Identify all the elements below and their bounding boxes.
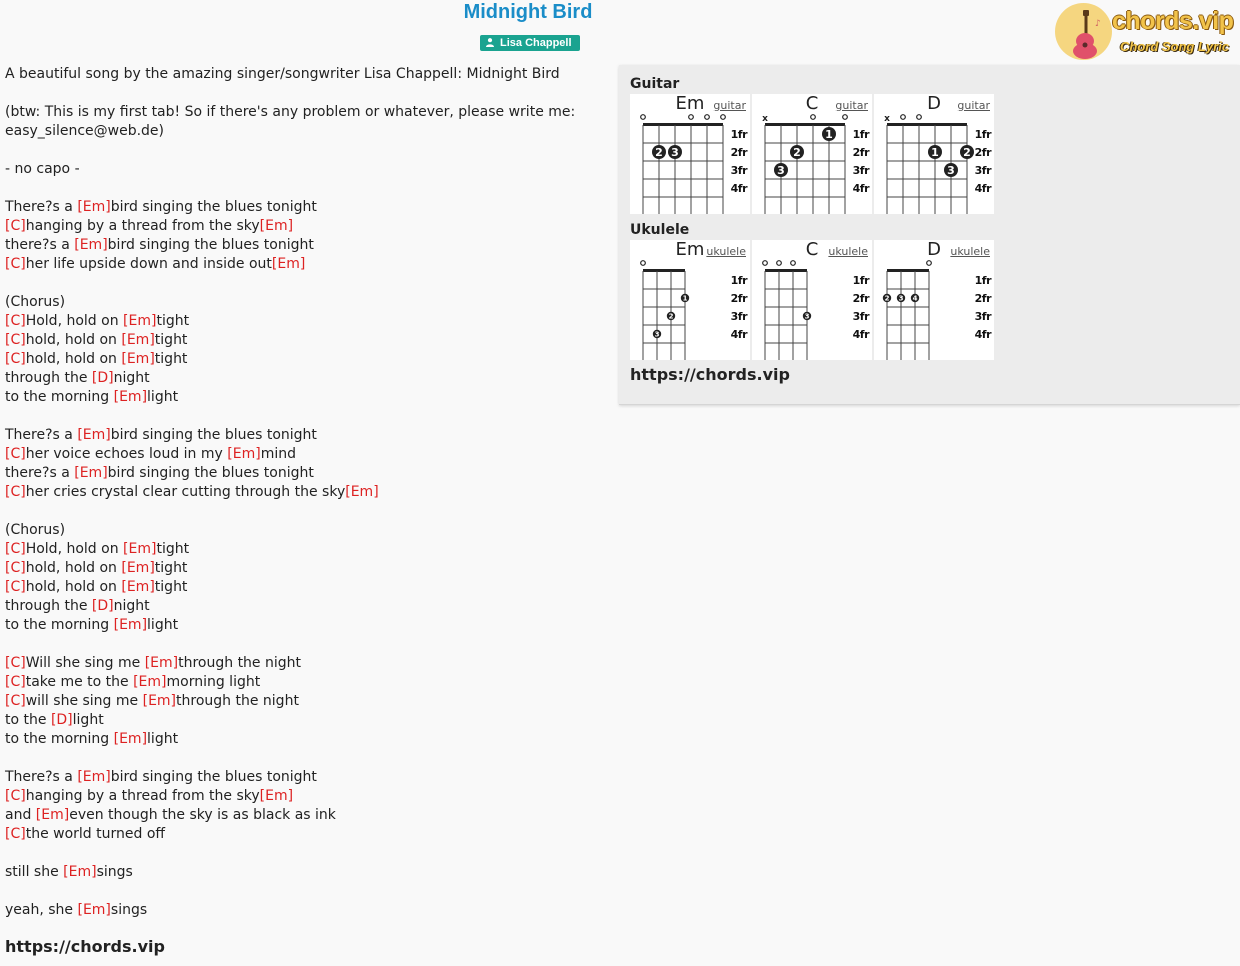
chord-marker[interactable]: [Em] <box>121 332 155 348</box>
nut <box>765 269 807 272</box>
open-string-marker <box>901 115 906 120</box>
lyric-line <box>5 407 605 426</box>
lyric-text: A beautiful song by the amazing singer/songwriter Lisa Chappell: Midnight Bird <box>5 66 560 82</box>
lyric-text: bird singing the blues tonight <box>107 237 314 253</box>
finger-number: 2 <box>655 146 663 159</box>
guitar-chord-card[interactable] <box>630 94 750 214</box>
panel-url[interactable]: https://chords.vip <box>630 365 790 384</box>
finger-number: 3 <box>654 330 660 339</box>
lyric-line <box>5 84 605 103</box>
chord-marker[interactable]: [C] <box>5 484 26 500</box>
lyric-line <box>5 483 605 502</box>
fret-label: 2fr <box>730 292 747 305</box>
chord-marker[interactable]: [Em] <box>271 256 306 272</box>
lyric-text: still she <box>5 864 64 880</box>
lyric-text: bird singing the blues tonight <box>110 769 317 785</box>
guitar-icon <box>1064 9 1104 59</box>
lyric-text: tight <box>154 351 188 367</box>
fret-label: 4fr <box>974 328 991 341</box>
lyric-text: tight <box>154 560 188 576</box>
lyric-line <box>5 578 605 597</box>
open-string-marker <box>763 261 768 266</box>
fret-label: 4fr <box>730 328 747 341</box>
chord-marker[interactable]: [Em] <box>345 484 379 500</box>
ukulele-label: Ukulele <box>630 222 690 238</box>
open-string-marker <box>641 261 646 266</box>
lyric-line <box>5 806 605 825</box>
lyric-text: mind <box>260 446 296 462</box>
user-icon <box>486 38 494 47</box>
logo-brand: chords.vip <box>1112 7 1234 35</box>
guitar-chord-card[interactable] <box>752 94 872 214</box>
lyric-text: hold, hold on <box>25 332 122 348</box>
open-string-marker <box>641 115 646 120</box>
lyric-line <box>5 730 605 749</box>
fret-label: 3fr <box>974 310 991 323</box>
lyric-line <box>5 426 605 445</box>
chord-name: C <box>805 239 819 260</box>
lyric-text: to the morning <box>5 617 114 633</box>
lyric-text: Hold, hold on <box>25 541 124 557</box>
chord-marker[interactable]: [Em] <box>259 788 294 804</box>
fret-label: 1fr <box>730 128 747 141</box>
lyric-text: (Chorus) <box>5 294 66 310</box>
lyric-text: through the <box>5 598 92 614</box>
lyric-line <box>5 255 605 274</box>
lyric-text: yeah, she <box>5 902 78 918</box>
nut <box>643 123 723 126</box>
chord-marker[interactable]: [C] <box>5 693 26 709</box>
chord-diagram <box>874 240 994 360</box>
chord-diagram <box>630 94 750 214</box>
chord-marker[interactable]: [C] <box>5 541 26 557</box>
finger-number: 2 <box>884 294 890 303</box>
finger-number: 4 <box>912 294 918 303</box>
chord-marker[interactable]: [Em] <box>77 769 111 785</box>
finger-number: 2 <box>963 146 971 159</box>
lyric-text: tight <box>156 313 190 329</box>
lyric-line <box>5 236 605 255</box>
fret-label: 2fr <box>974 292 991 305</box>
muted-string-marker: x <box>884 114 890 124</box>
lyric-line <box>5 103 605 122</box>
finger-number: 1 <box>825 128 833 141</box>
finger-number: 1 <box>931 146 939 159</box>
chord-name: D <box>927 239 941 260</box>
fret-label: 2fr <box>974 146 991 159</box>
lyric-text: (btw: This is my first tab! So if there's any problem or whatever, please write me: <box>5 104 576 120</box>
chord-marker[interactable]: [C] <box>5 332 26 348</box>
chord-marker[interactable]: [Em] <box>123 541 157 557</box>
lyric-text: sings <box>96 864 133 880</box>
artist-name: Lisa Chappell <box>500 37 572 49</box>
lyric-line <box>5 654 605 673</box>
lyric-text: tight <box>154 579 188 595</box>
lyric-line <box>5 274 605 293</box>
chord-diagram <box>874 94 994 214</box>
instrument-link[interactable]: ukulele <box>706 245 746 258</box>
chord-marker[interactable]: [Em] <box>121 579 155 595</box>
chord-marker[interactable]: [Em] <box>121 351 155 367</box>
instrument-link[interactable]: guitar <box>835 99 868 112</box>
fret-label: 4fr <box>730 182 747 195</box>
lyric-text: tight <box>156 541 190 557</box>
open-string-marker <box>927 261 932 266</box>
instrument-link[interactable]: guitar <box>713 99 746 112</box>
chord-diagram <box>630 240 750 360</box>
instrument-link[interactable]: ukulele <box>828 245 868 258</box>
lyric-line <box>5 825 605 844</box>
lyric-text: hanging by a thread from the sky <box>25 788 260 804</box>
lyric-line <box>5 388 605 407</box>
lyric-line <box>5 464 605 483</box>
lyric-text: sings <box>110 902 148 918</box>
fret-label: 2fr <box>852 146 869 159</box>
lyric-line <box>5 521 605 540</box>
lyric-text: to the <box>5 712 51 728</box>
lyric-line <box>5 863 605 882</box>
open-string-marker <box>721 115 726 120</box>
chord-marker[interactable]: [C] <box>5 256 26 272</box>
chord-marker[interactable]: [C] <box>5 218 26 234</box>
lyric-text: bird singing the blues tonight <box>110 427 317 443</box>
chord-marker[interactable]: [C] <box>5 788 26 804</box>
lyric-text: to the morning <box>5 731 114 747</box>
lyric-text: There?s a <box>5 769 78 785</box>
lyric-text: through the night <box>178 655 302 671</box>
logo-tagline: Chord Song Lyric <box>1120 39 1230 54</box>
lyric-text: - no capo - <box>5 161 80 177</box>
fret-label: 4fr <box>974 182 991 195</box>
open-string-marker <box>843 115 848 120</box>
song-title[interactable]: Midnight Bird <box>463 1 593 23</box>
lyric-text: even though the sky is as black as ink <box>69 807 336 823</box>
lyric-line <box>5 350 605 369</box>
ukulele-chord-card[interactable] <box>752 240 872 360</box>
ukulele-chord-card[interactable] <box>630 240 750 360</box>
lyric-line <box>5 217 605 236</box>
lyric-text: (Chorus) <box>5 522 66 538</box>
lyric-text: night <box>113 598 150 614</box>
muted-string-marker: x <box>762 114 768 124</box>
fret-label: 3fr <box>974 164 991 177</box>
lyric-text: there?s a <box>5 237 75 253</box>
nut <box>643 269 685 272</box>
chord-marker[interactable]: [C] <box>5 579 26 595</box>
lyric-line <box>5 844 605 863</box>
open-string-marker <box>917 115 922 120</box>
chord-marker[interactable]: [Em] <box>113 731 148 747</box>
open-string-marker <box>705 115 710 120</box>
lyric-text: through the night <box>176 693 299 709</box>
lyric-line <box>5 369 605 388</box>
fret-label: 1fr <box>974 274 991 287</box>
lyric-text: hold, hold on <box>25 560 122 576</box>
chord-marker[interactable]: [Em] <box>77 902 111 918</box>
artist-badge[interactable] <box>480 35 580 51</box>
fret-label: 1fr <box>730 274 747 287</box>
fret-label: 1fr <box>852 128 869 141</box>
chord-marker[interactable]: [Em] <box>123 313 157 329</box>
finger-number: 3 <box>777 164 785 177</box>
lyric-line <box>5 711 605 730</box>
chord-marker[interactable]: [Em] <box>113 389 148 405</box>
guitar-label: Guitar <box>630 76 680 92</box>
open-string-marker <box>777 261 782 266</box>
lyric-text: the world turned off <box>25 826 166 842</box>
fret-label: 1fr <box>852 274 869 287</box>
lyric-text: tight <box>154 332 188 348</box>
nut <box>765 123 845 126</box>
lyric-text: hanging by a thread from the sky <box>25 218 260 234</box>
chord-marker[interactable]: [Em] <box>121 560 155 576</box>
fret-label: 2fr <box>852 292 869 305</box>
lyric-text: light <box>147 389 179 405</box>
chord-marker[interactable]: [Em] <box>113 617 148 633</box>
lyric-text: Hold, hold on <box>25 313 124 329</box>
lyric-text: her voice echoes loud in my <box>25 446 228 462</box>
lyric-text: Will she sing me <box>25 655 145 671</box>
fret-label: 4fr <box>852 182 869 195</box>
chord-marker[interactable]: [Em] <box>133 674 167 690</box>
lyric-line <box>5 768 605 787</box>
svg-text:♪: ♪ <box>1095 19 1101 29</box>
lyric-text: her life upside down and inside out <box>25 256 272 272</box>
chord-marker[interactable]: [C] <box>5 351 26 367</box>
chord-marker[interactable]: [Em] <box>259 218 294 234</box>
finger-number: 1 <box>682 294 688 303</box>
chord-marker[interactable]: [Em] <box>142 693 177 709</box>
lyric-line <box>5 597 605 616</box>
chord-marker[interactable]: [Em] <box>35 807 70 823</box>
lyric-line <box>5 293 605 312</box>
chord-marker[interactable]: [Em] <box>63 864 97 880</box>
lyric-line <box>5 749 605 768</box>
finger-number: 2 <box>793 146 801 159</box>
chord-panel <box>619 65 1240 405</box>
chord-marker[interactable]: [C] <box>5 446 26 462</box>
lyric-text: through the <box>5 370 92 386</box>
lyric-line <box>5 787 605 806</box>
fret-label: 4fr <box>852 328 869 341</box>
nut <box>887 123 967 126</box>
lyric-line <box>5 331 605 350</box>
lyric-line <box>5 160 605 179</box>
chord-name: Em <box>675 93 705 114</box>
lyric-line <box>5 65 605 84</box>
lyric-text: bird singing the blues tonight <box>107 465 314 481</box>
chord-name: C <box>805 93 819 114</box>
finger-number: 3 <box>671 146 679 159</box>
lyric-text: will she sing me <box>25 693 143 709</box>
lyric-line <box>5 198 605 217</box>
chord-marker[interactable]: [Em] <box>74 237 108 253</box>
lyric-text: light <box>72 712 104 728</box>
lyric-text: morning light <box>166 674 261 690</box>
site-logo[interactable] <box>1054 3 1234 63</box>
chord-diagram <box>752 240 872 360</box>
chord-marker[interactable]: [Em] <box>77 199 111 215</box>
lyric-text: take me to the <box>25 674 134 690</box>
guitar-chord-card[interactable] <box>874 94 994 214</box>
lyric-text: night <box>113 370 150 386</box>
chord-marker[interactable]: [D] <box>50 712 73 728</box>
lyric-line <box>5 616 605 635</box>
chord-marker[interactable]: [D] <box>91 370 114 386</box>
lyric-line <box>5 312 605 331</box>
lyric-text: There?s a <box>5 199 78 215</box>
lyric-text: light <box>147 617 179 633</box>
chord-marker[interactable]: [C] <box>5 655 26 671</box>
chord-diagram <box>752 94 872 214</box>
open-string-marker <box>689 115 694 120</box>
chord-marker[interactable]: [Em] <box>74 465 108 481</box>
lyric-line <box>5 540 605 559</box>
footer-url[interactable]: https://chords.vip <box>5 937 165 956</box>
instrument-link[interactable]: ukulele <box>950 245 990 258</box>
lyrics-body <box>5 65 605 920</box>
fret-label: 2fr <box>730 146 747 159</box>
lyric-text: to the morning <box>5 389 114 405</box>
fret-label: 3fr <box>730 164 747 177</box>
finger-number: 2 <box>668 312 674 321</box>
finger-number: 3 <box>804 312 810 321</box>
chord-name: Em <box>675 239 705 260</box>
lyric-text: There?s a <box>5 427 78 443</box>
lyric-text: her cries crystal clear cutting through the sky <box>25 484 346 500</box>
chord-marker[interactable]: [Em] <box>227 446 261 462</box>
lyric-text: bird singing the blues tonight <box>110 199 317 215</box>
fret-label: 3fr <box>852 310 869 323</box>
lyric-text: hold, hold on <box>25 351 122 367</box>
nut <box>887 269 929 272</box>
chord-marker[interactable]: [Em] <box>77 427 111 443</box>
fret-label: 3fr <box>852 164 869 177</box>
lyric-line <box>5 559 605 578</box>
chord-marker[interactable]: [C] <box>5 313 26 329</box>
chord-name: D <box>927 93 941 114</box>
chord-marker[interactable]: [C] <box>5 674 26 690</box>
open-string-marker <box>791 261 796 266</box>
chord-marker[interactable]: [D] <box>91 598 114 614</box>
instrument-link[interactable]: guitar <box>957 99 990 112</box>
lyric-line <box>5 445 605 464</box>
lyric-line <box>5 882 605 901</box>
lyric-line <box>5 502 605 521</box>
chord-marker[interactable]: [Em] <box>144 655 179 671</box>
lyric-line <box>5 692 605 711</box>
finger-number: 3 <box>898 294 904 303</box>
open-string-marker <box>811 115 816 120</box>
lyric-text: and <box>5 807 36 823</box>
lyric-line <box>5 635 605 654</box>
chord-marker[interactable]: [C] <box>5 560 26 576</box>
fret-label: 3fr <box>730 310 747 323</box>
chord-marker[interactable]: [C] <box>5 826 26 842</box>
fret-label: 1fr <box>974 128 991 141</box>
lyric-line <box>5 141 605 160</box>
lyric-text: light <box>147 731 179 747</box>
lyric-line <box>5 673 605 692</box>
lyric-line <box>5 901 605 920</box>
ukulele-chord-card[interactable] <box>874 240 994 360</box>
finger-number: 3 <box>947 164 955 177</box>
lyric-line <box>5 179 605 198</box>
lyric-text: there?s a <box>5 465 75 481</box>
lyric-text: easy_silence@web.de) <box>5 123 165 139</box>
lyric-text: hold, hold on <box>25 579 122 595</box>
lyric-line <box>5 122 605 141</box>
